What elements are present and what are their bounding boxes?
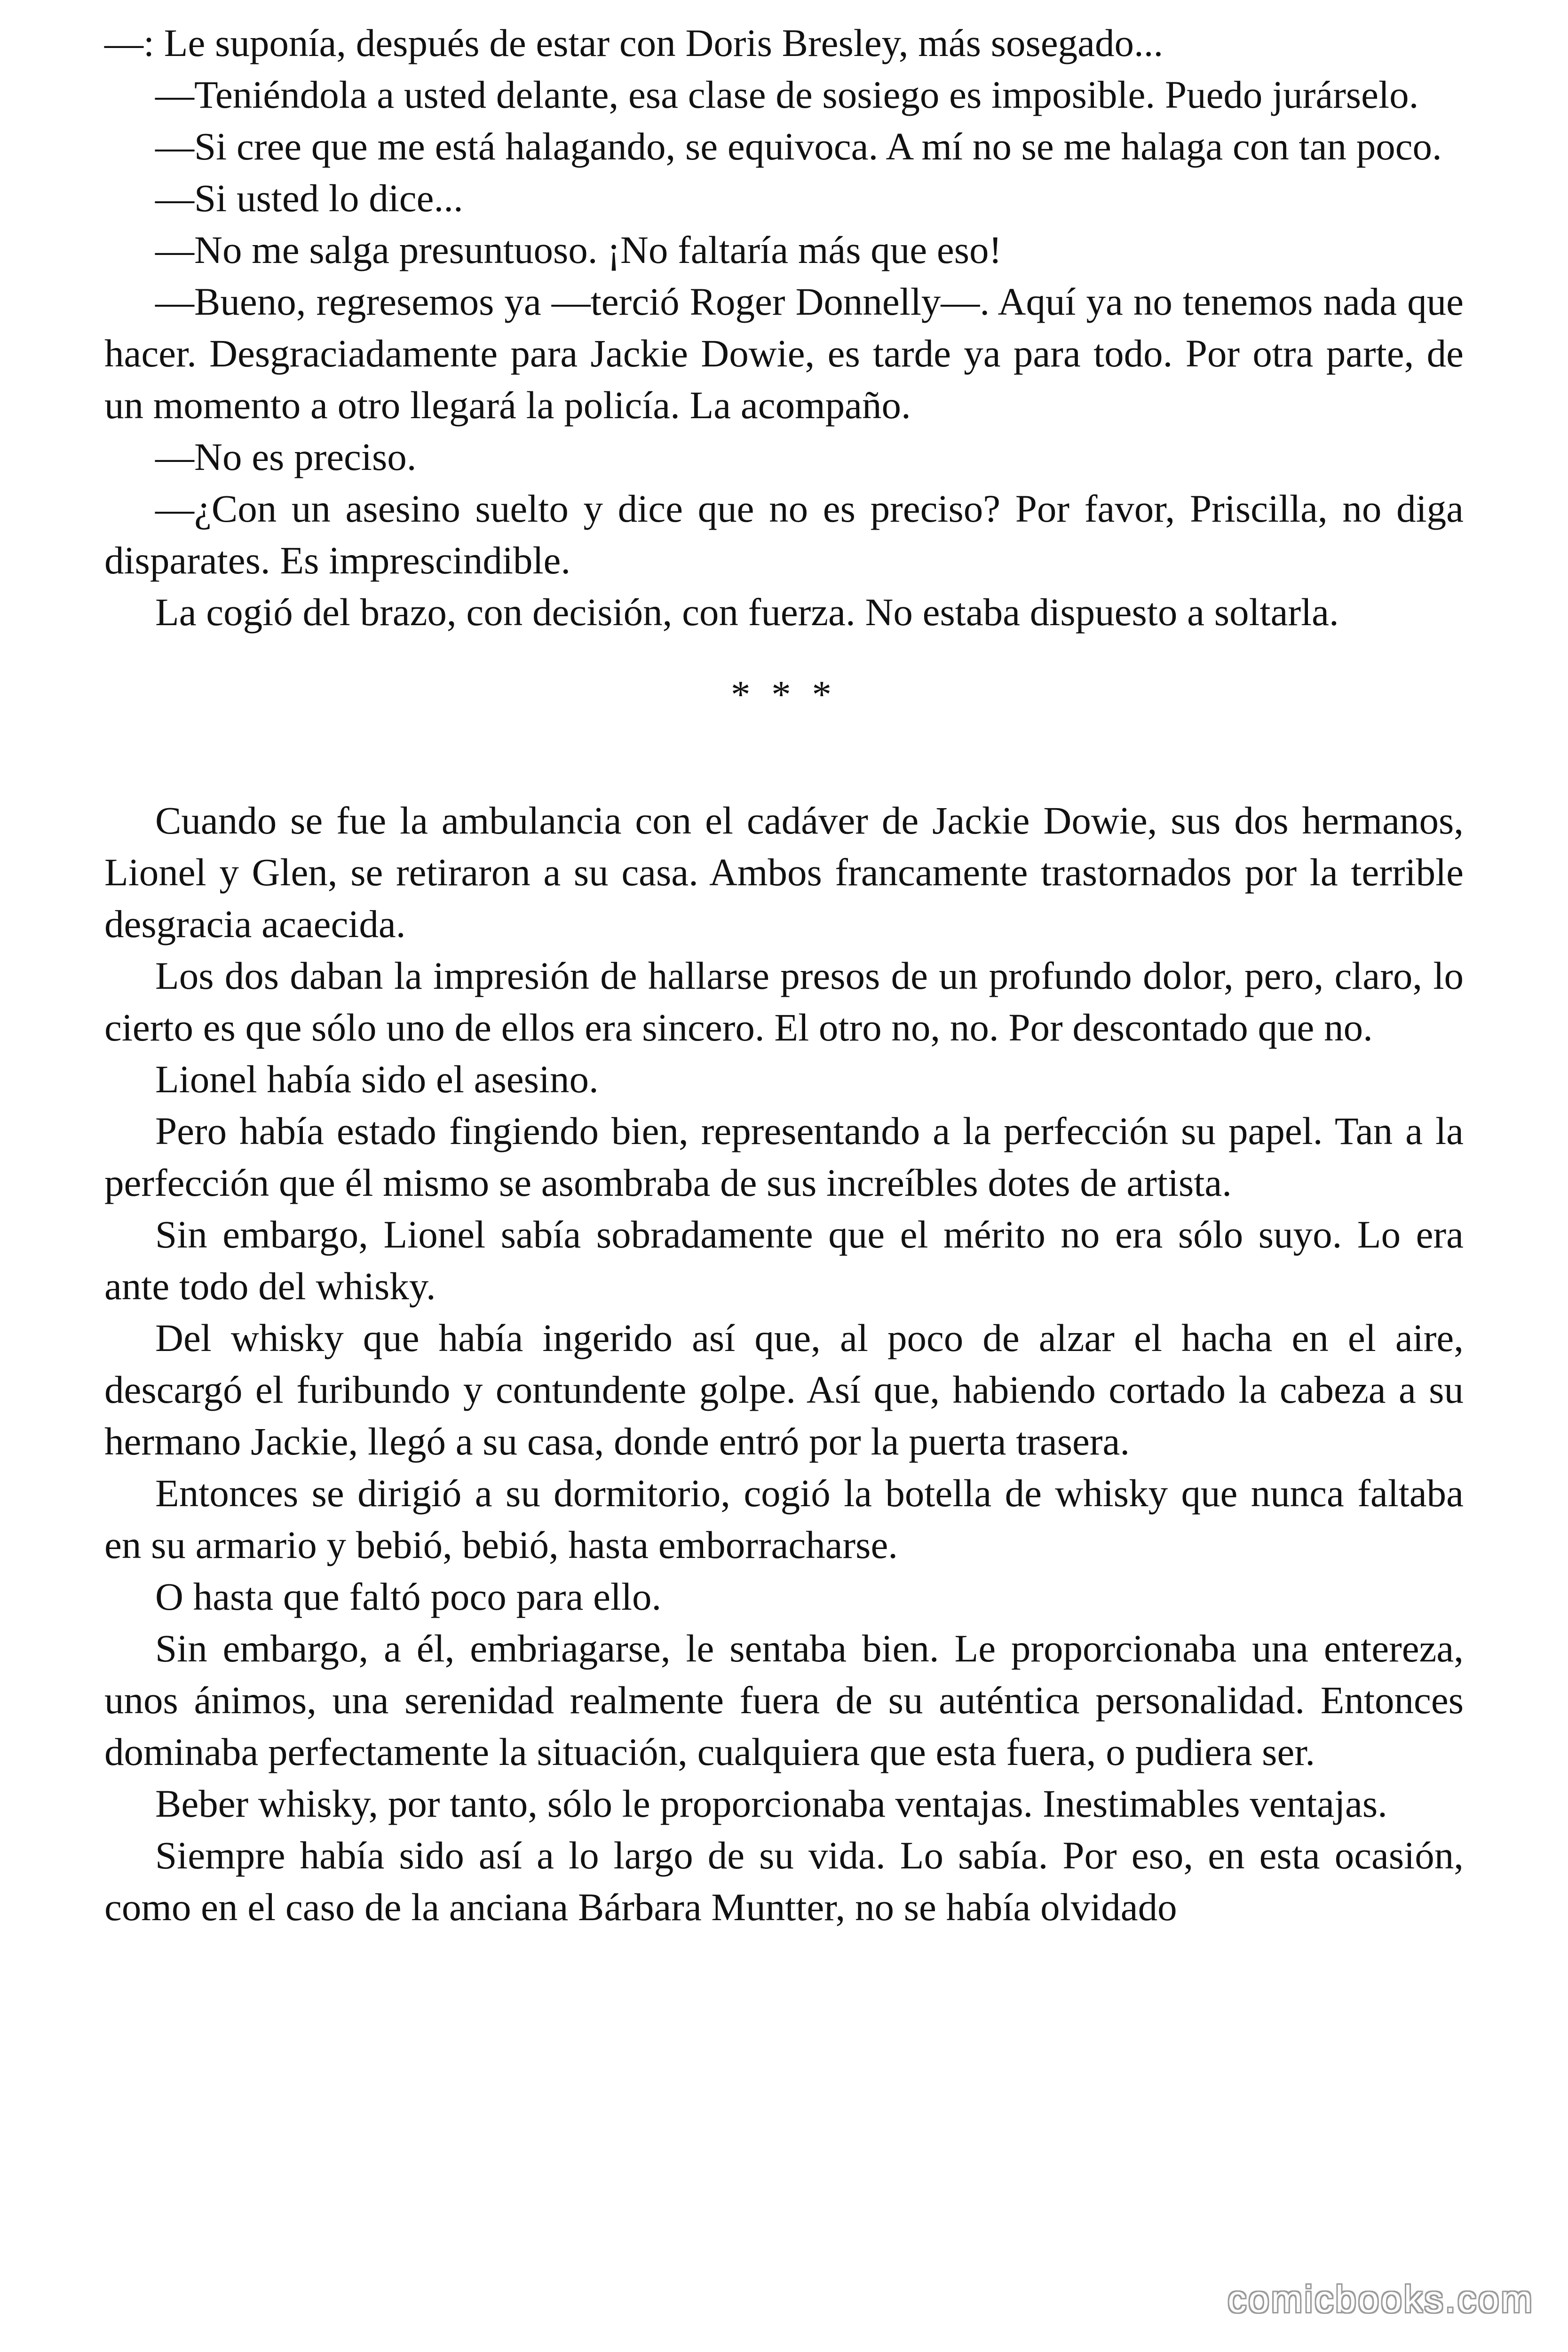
paragraph: —Si usted lo dice... [155, 176, 463, 220]
paragraph: —No me salga presuntuoso. ¡No faltaría más que eso! [155, 228, 1002, 271]
paragraph: —Si cree que me está halagando, se equivoca. A mí no se me halaga con tan poco. [155, 125, 1442, 168]
paragraph: —¿Con un asesino suelto y dice que no es preciso? Por favor, Priscilla, no diga disparates. Es imprescindible. [104, 487, 1464, 582]
paragraph: Beber whisky, por tanto, sólo le proporcionaba ventajas. Inestimables ventajas. [155, 1782, 1387, 1825]
paragraph: La cogió del brazo, con decisión, con fuerza. No estaba dispuesto a soltarla. [155, 590, 1339, 634]
book-page [104, 17, 1464, 1933]
paragraph: —Teniéndola a usted delante, esa clase de sosiego es imposible. Puedo jurárselo. [155, 73, 1419, 116]
section-separator: * * * [731, 673, 837, 716]
watermark: comicbooks.com [1227, 2278, 1534, 2320]
paragraph: —Bueno, regresemos ya —terció Roger Donnelly—. Aquí ya no tenemos nada que hacer. Desgraciadamente para Jackie Dowie, es tarde ya para todo. Por otra parte, de un momento a otro llegará la policía. La acompaño. [104, 280, 1464, 427]
paragraph: Lionel había sido el asesino. [155, 1057, 599, 1101]
paragraph: Siempre había sido así a lo largo de su vida. Lo sabía. Por eso, en esta ocasión, como en el caso de la anciana Bárbara Muntter, no se había olvidado [104, 1834, 1464, 1929]
paragraph: Pero había estado fingiendo bien, representando a la perfección su papel. Tan a la perfección que él mismo se asombraba de sus increíbles dotes de artista. [104, 1109, 1464, 1204]
paragraph: Del whisky que había ingerido así que, al poco de alzar el hacha en el aire, descargó el furibundo y contundente golpe. Así que, habiendo cortado la cabeza a su hermano Jackie, llegó a su casa, donde entró por la puerta trasera. [104, 1316, 1464, 1463]
paragraph: Sin embargo, Lionel sabía sobradamente que el mérito no era sólo suyo. Lo era ante todo del whisky. [104, 1213, 1464, 1308]
paragraph: Los dos daban la impresión de hallarse presos de un profundo dolor, pero, claro, lo cierto es que sólo uno de ellos era sincero. El otro no, no. Por descontado que no. [104, 954, 1464, 1049]
paragraph: Sin embargo, a él, embriagarse, le sentaba bien. Le proporcionaba una entereza, unos ánimos, una serenidad realmente fuera de su auténtica personalidad. Entonces dominaba perfectamente la situación, cualquiera que esta fuera, o pudiera ser. [104, 1627, 1464, 1773]
paragraph: Cuando se fue la ambulancia con el cadáver de Jackie Dowie, sus dos hermanos, Lionel y Glen, se retiraron a su casa. Ambos francamente trastornados por la terrible desgracia acaecida. [104, 799, 1464, 946]
paragraph: Entonces se dirigió a su dormitorio, cogió la botella de whisky que nunca faltaba en su armario y bebió, bebió, hasta emborracharse. [104, 1471, 1464, 1566]
paragraph: —No es preciso. [155, 435, 417, 478]
paragraph: O hasta que faltó poco para ello. [155, 1575, 662, 1618]
paragraph: —: Le suponía, después de estar con Doris Bresley, más sosegado... [104, 21, 1164, 64]
